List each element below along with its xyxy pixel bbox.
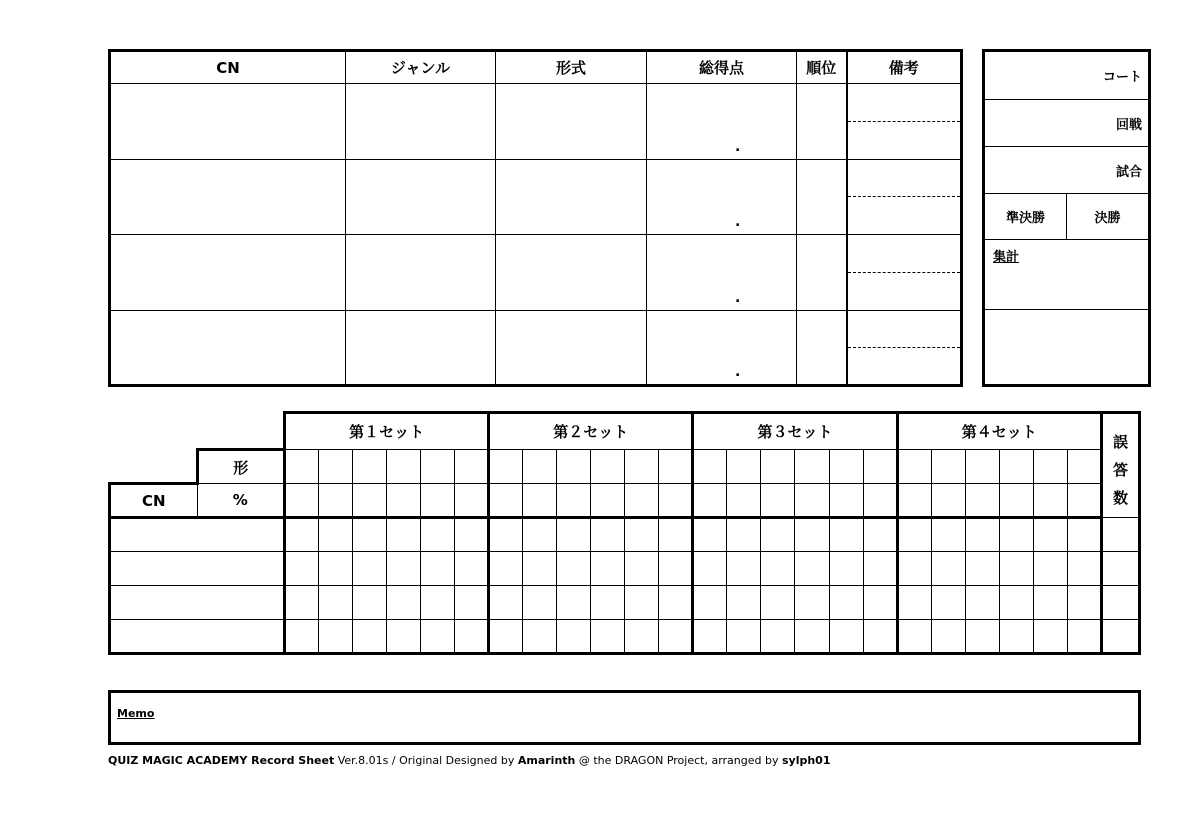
answer-cell[interactable] [319,586,353,620]
format-cell[interactable] [591,450,625,484]
answer-cell[interactable] [727,620,761,654]
notes-lower[interactable] [848,348,961,384]
notes-upper[interactable] [848,311,961,348]
answer-cell[interactable] [421,518,455,552]
answer-cell[interactable] [897,552,931,586]
notes-upper[interactable] [848,84,961,122]
footer-version: Ver.8.01s / Original Designed by [334,754,518,767]
answer-cell[interactable] [353,552,387,586]
footer-designer: Amarinth [517,754,576,767]
percent-cell[interactable] [795,484,829,518]
score-cell[interactable] [647,159,797,235]
notes-upper[interactable] [848,235,961,273]
score-decimal-point: . [735,214,741,230]
percent-cell[interactable] [557,484,591,518]
answer-cell[interactable] [931,620,965,654]
set-header-3: 第３セット [693,413,897,450]
answer-cell[interactable] [761,518,795,552]
set-header-4: 第４セット [897,413,1101,450]
court-label: コート [1102,70,1142,85]
answer-cell[interactable] [863,518,897,552]
answer-cell[interactable] [319,620,353,654]
answer-cell[interactable] [625,586,659,620]
answer-cell[interactable] [693,552,727,586]
percent-cell[interactable] [1067,484,1101,518]
answer-cell[interactable] [1067,620,1101,654]
answer-cell[interactable] [455,620,489,654]
answer-cell[interactable] [863,586,897,620]
miss-count-label: 誤答数 [1113,433,1129,507]
answer-cell[interactable] [965,518,999,552]
grid-corner [110,413,285,450]
notes-upper[interactable] [848,160,961,198]
percent-cell[interactable] [625,484,659,518]
total-label: 集計 [993,250,1020,265]
footer-app-name: QUIZ MAGIC ACADEMY Record Sheet [108,754,335,767]
answer-cell[interactable] [829,518,863,552]
genre-cell[interactable] [346,159,496,235]
answer-cell[interactable] [693,586,727,620]
format-cell[interactable] [659,450,693,484]
answer-cell[interactable] [591,518,625,552]
grid-player-row [110,518,1140,552]
answer-cell[interactable] [523,552,557,586]
round-label: 回戦 [1115,117,1142,133]
answer-cell[interactable] [761,552,795,586]
answer-cell[interactable] [625,518,659,552]
answer-cell[interactable] [557,620,591,654]
answer-cell[interactable] [489,620,523,654]
answer-cell[interactable] [727,518,761,552]
grid-player-row [110,620,1140,654]
answer-cell[interactable] [659,518,693,552]
match-info-box [982,49,1151,387]
answer-cell[interactable] [591,620,625,654]
footer-project: @ the DRAGON Project, arranged by [575,754,782,767]
percent-cell[interactable] [693,484,727,518]
score-decimal-point: . [735,289,741,306]
percent-cell[interactable] [1033,484,1067,518]
answer-cell[interactable] [999,620,1033,654]
notes-lower[interactable] [848,273,961,310]
answer-cell[interactable] [557,552,591,586]
format-cell[interactable] [496,84,647,160]
header-cn: CN [110,51,346,84]
answer-cell[interactable] [829,586,863,620]
score-cell[interactable] [647,84,797,160]
header-format: 形式 [496,51,647,84]
set-header-1: 第１セット [285,413,489,450]
format-cell[interactable] [897,450,931,484]
format-cell[interactable] [496,235,647,311]
answer-cell[interactable] [489,552,523,586]
grid-corner-spacer [110,450,198,484]
answer-cell[interactable] [795,518,829,552]
answer-cell[interactable] [897,518,931,552]
miss-count-header [1102,413,1140,518]
answer-cell[interactable] [727,552,761,586]
format-cell[interactable] [523,450,557,484]
percent-label: % [197,484,285,518]
answer-cell[interactable] [999,518,1033,552]
answer-cell[interactable] [387,518,421,552]
answer-cell[interactable] [693,518,727,552]
stage-row [985,194,1148,240]
answer-cell[interactable] [965,620,999,654]
answer-cell[interactable] [353,620,387,654]
percent-cell[interactable] [727,484,761,518]
answer-cell[interactable] [523,620,557,654]
format-cell[interactable] [625,450,659,484]
answer-cell[interactable] [387,620,421,654]
header-rank: 順位 [797,51,847,84]
format-cell[interactable] [999,450,1033,484]
answer-cell[interactable] [863,620,897,654]
memo-box[interactable] [108,690,1141,745]
answer-cell[interactable] [591,586,625,620]
answer-cell[interactable] [557,518,591,552]
match-label: 試合 [1115,164,1142,180]
answer-cell[interactable] [489,518,523,552]
percent-cell[interactable] [761,484,795,518]
format-cell[interactable] [387,450,421,484]
format-cell[interactable] [727,450,761,484]
answer-cell[interactable] [999,586,1033,620]
record-table [108,49,963,387]
grid-player-row [110,552,1140,586]
notes-lower[interactable] [848,122,961,159]
record-row [110,235,962,311]
percent-cell[interactable] [863,484,897,518]
answer-cell[interactable] [285,552,319,586]
percent-cell[interactable] [523,484,557,518]
answer-cell[interactable] [965,552,999,586]
percent-cell[interactable] [931,484,965,518]
record-row [110,310,962,386]
answer-cell[interactable] [693,620,727,654]
answer-cell[interactable] [591,552,625,586]
percent-cell[interactable] [285,484,319,518]
grid-cn-label: CN [110,484,198,518]
semifinal-option[interactable]: 準決勝 [985,194,1067,239]
rank-cell[interactable] [797,310,847,386]
total-field[interactable] [985,240,1148,310]
answer-cell[interactable] [931,586,965,620]
percent-cell[interactable] [319,484,353,518]
answer-cell[interactable] [625,552,659,586]
answer-cell[interactable] [1067,586,1101,620]
answer-cell[interactable] [761,586,795,620]
genre-cell[interactable] [346,84,496,160]
grid-cn-cell[interactable] [110,552,285,586]
answer-cell[interactable] [421,620,455,654]
percent-cell[interactable] [591,484,625,518]
score-decimal-point: . [735,364,741,380]
grid-cn-cell[interactable] [110,586,285,620]
format-cell[interactable] [557,450,591,484]
round-field[interactable] [985,100,1148,147]
match-field[interactable] [985,147,1148,194]
format-cell[interactable] [455,450,489,484]
notes-cell[interactable] [847,84,962,160]
answer-cell[interactable] [999,552,1033,586]
grid-cn-cell[interactable] [110,518,285,552]
answer-cell[interactable] [659,552,693,586]
header-notes: 備考 [847,51,962,84]
miss-count-cell[interactable] [1102,586,1140,620]
answer-cell[interactable] [523,518,557,552]
memo-label: Memo [117,707,155,720]
score-cell[interactable] [647,235,797,311]
answer-cell[interactable] [1033,518,1067,552]
answer-cell[interactable] [897,620,931,654]
notes-cell[interactable] [847,235,962,311]
format-cell[interactable] [353,450,387,484]
answer-cell[interactable] [455,552,489,586]
notes-lower[interactable] [848,197,961,234]
answer-cell[interactable] [421,552,455,586]
format-cell[interactable] [795,450,829,484]
answer-cell[interactable] [1033,620,1067,654]
answer-cell[interactable] [625,620,659,654]
answer-cell[interactable] [1067,518,1101,552]
miss-count-cell[interactable] [1102,620,1140,654]
format-cell[interactable] [285,450,319,484]
answer-cell[interactable] [455,518,489,552]
record-row [110,84,962,160]
format-cell[interactable] [761,450,795,484]
answer-cell[interactable] [421,586,455,620]
genre-cell[interactable] [346,235,496,311]
percent-cell[interactable] [965,484,999,518]
answer-cell[interactable] [659,620,693,654]
format-cell[interactable] [693,450,727,484]
percent-cell[interactable] [999,484,1033,518]
answer-cell[interactable] [863,552,897,586]
answer-cell[interactable] [795,586,829,620]
answer-cell[interactable] [319,552,353,586]
format-cell[interactable] [829,450,863,484]
set-header-2: 第２セット [489,413,693,450]
score-decimal-point: . [735,138,741,155]
grid-cn-cell[interactable] [110,620,285,654]
answer-grid [108,411,1141,655]
rank-cell[interactable] [797,84,847,160]
answer-cell[interactable] [1033,586,1067,620]
format-cell[interactable] [863,450,897,484]
answer-cell[interactable] [761,620,795,654]
header-genre: ジャンル [346,51,496,84]
answer-cell[interactable] [1067,552,1101,586]
format-cell[interactable] [319,450,353,484]
answer-cell[interactable] [387,552,421,586]
miss-count-cell[interactable] [1102,552,1140,586]
answer-cell[interactable] [285,586,319,620]
percent-cell[interactable] [829,484,863,518]
answer-cell[interactable] [285,620,319,654]
cn-cell[interactable] [110,235,346,311]
record-row [110,159,962,235]
answer-cell[interactable] [965,586,999,620]
answer-cell[interactable] [387,586,421,620]
answer-cell[interactable] [285,518,319,552]
court-field[interactable] [985,52,1148,100]
answer-cell[interactable] [523,586,557,620]
answer-cell[interactable] [897,586,931,620]
notes-cell[interactable] [847,159,962,235]
header-total-score: 総得点 [647,51,797,84]
format-cell[interactable] [1067,450,1101,484]
answer-cell[interactable] [931,552,965,586]
percent-cell[interactable] [387,484,421,518]
format-cell[interactable] [1033,450,1067,484]
percent-cell[interactable] [421,484,455,518]
cn-cell[interactable] [110,310,346,386]
answer-cell[interactable] [455,586,489,620]
rank-cell[interactable] [797,235,847,311]
answer-cell[interactable] [1033,552,1067,586]
format-cell[interactable] [931,450,965,484]
final-option[interactable]: 決勝 [1094,211,1121,226]
answer-cell[interactable] [795,620,829,654]
answer-cell[interactable] [489,586,523,620]
genre-cell[interactable] [346,310,496,386]
answer-cell[interactable] [353,586,387,620]
percent-cell[interactable] [659,484,693,518]
format-label: 形 [197,450,285,484]
cn-cell[interactable] [110,159,346,235]
answer-cell[interactable] [829,620,863,654]
rank-cell[interactable] [797,159,847,235]
answer-cell[interactable] [829,552,863,586]
format-cell[interactable] [489,450,523,484]
footer-arranger: sylph01 [781,754,831,767]
miss-count-cell[interactable] [1102,518,1140,552]
score-cell[interactable] [647,310,797,386]
answer-cell[interactable] [931,518,965,552]
answer-cell[interactable] [319,518,353,552]
answer-cell[interactable] [727,586,761,620]
format-cell[interactable] [496,159,647,235]
answer-cell[interactable] [557,586,591,620]
percent-cell[interactable] [455,484,489,518]
percent-cell[interactable] [353,484,387,518]
format-cell[interactable] [421,450,455,484]
answer-cell[interactable] [659,586,693,620]
answer-cell[interactable] [353,518,387,552]
grid-player-row [110,586,1140,620]
percent-cell[interactable] [489,484,523,518]
format-cell[interactable] [496,310,647,386]
cn-cell[interactable] [110,84,346,160]
answer-cell[interactable] [795,552,829,586]
notes-cell[interactable] [847,310,962,386]
percent-cell[interactable] [897,484,931,518]
footer-credit [108,754,831,767]
format-cell[interactable] [965,450,999,484]
